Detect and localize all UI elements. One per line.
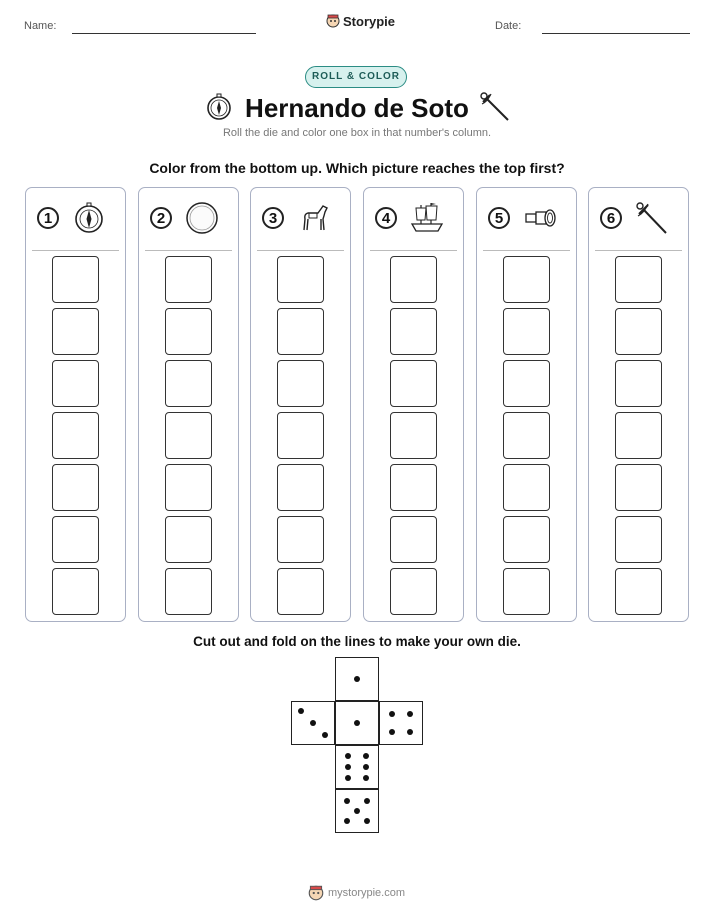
color-box[interactable] [52,412,99,459]
die-face-1b [335,701,379,745]
color-box[interactable] [165,412,212,459]
column-number: 1 [37,207,59,229]
pip [363,775,369,781]
column-divider [483,250,570,251]
pip [345,764,351,770]
pip [363,753,369,759]
pip [407,711,413,717]
page-title: Hernando de Soto [245,93,469,123]
color-box[interactable] [390,256,437,303]
pip [354,676,360,682]
color-box[interactable] [277,308,324,355]
color-box[interactable] [277,464,324,511]
color-box[interactable] [615,360,662,407]
color-box[interactable] [52,568,99,615]
color-box[interactable] [277,256,324,303]
color-box[interactable] [503,568,550,615]
column-5 [476,187,577,622]
compass-icon [71,200,107,236]
pip [354,720,360,726]
pip [364,818,370,824]
color-box[interactable] [503,464,550,511]
name-label: Name: [24,20,57,32]
pip [407,729,413,735]
color-box[interactable] [52,256,99,303]
column-4 [363,187,464,622]
color-box[interactable] [165,464,212,511]
sword-icon [634,200,670,236]
color-box[interactable] [165,256,212,303]
die-face-3 [291,701,335,745]
storypie-mascot-icon [308,884,324,902]
column-1 [25,187,126,622]
die-face-6 [335,745,379,789]
column-number: 2 [150,207,172,229]
name-line[interactable] [72,33,256,34]
subtitle: Roll the die and color one box in that number's column. [222,127,492,139]
pip [344,798,350,804]
gold-coin-icon [184,200,220,236]
color-box[interactable] [390,464,437,511]
color-box[interactable] [52,308,99,355]
color-box[interactable] [503,256,550,303]
color-box[interactable] [165,516,212,563]
color-box[interactable] [615,308,662,355]
brand-name: Storypie [343,13,396,29]
spyglass-icon [522,200,558,236]
column-number: 6 [600,207,622,229]
pip [322,732,328,738]
storypie-logo [326,13,395,29]
column-divider [257,250,344,251]
color-box[interactable] [615,256,662,303]
color-box[interactable] [52,516,99,563]
date-label: Date: [495,20,522,32]
color-box[interactable] [277,568,324,615]
color-box[interactable] [165,360,212,407]
color-box[interactable] [390,412,437,459]
color-box[interactable] [503,360,550,407]
column-number: 5 [488,207,510,229]
die-face-1 [335,657,379,701]
color-box[interactable] [277,412,324,459]
color-box[interactable] [615,464,662,511]
color-box[interactable] [615,516,662,563]
color-box[interactable] [52,464,99,511]
color-box[interactable] [277,516,324,563]
pip [345,753,351,759]
die-instruction: Cut out and fold on the lines to make your own die. [193,634,521,649]
color-box[interactable] [615,568,662,615]
pip [345,775,351,781]
compass-icon [205,93,233,121]
color-box[interactable] [615,412,662,459]
pip [389,729,395,735]
color-box[interactable] [503,516,550,563]
column-divider [145,250,232,251]
pip [344,818,350,824]
date-line[interactable] [542,33,690,34]
column-6 [588,187,689,622]
storypie-mascot-icon [326,13,340,29]
roll-and-color-badge: ROLL & COLOR [305,66,407,88]
footer [308,884,405,902]
color-box[interactable] [503,308,550,355]
color-box[interactable] [390,568,437,615]
pip [364,798,370,804]
sword-icon [478,90,512,124]
horse-icon [296,200,332,236]
color-box[interactable] [165,308,212,355]
column-number: 4 [375,207,397,229]
color-box[interactable] [277,360,324,407]
die-face-4 [379,701,423,745]
column-divider [595,250,682,251]
pip [354,808,360,814]
pip [298,708,304,714]
column-2 [138,187,239,622]
color-box[interactable] [503,412,550,459]
pip [363,764,369,770]
color-box[interactable] [165,568,212,615]
die-face-5 [335,789,379,833]
column-divider [370,250,457,251]
color-box[interactable] [390,516,437,563]
pip [389,711,395,717]
column-3 [250,187,351,622]
color-box[interactable] [390,360,437,407]
ship-icon [409,200,445,236]
footer-url[interactable]: mystorypie.com [328,887,406,899]
column-divider [32,250,119,251]
color-box[interactable] [390,308,437,355]
color-instruction: Color from the bottom up. Which picture reaches the top first? [149,160,565,176]
pip [310,720,316,726]
color-box[interactable] [52,360,99,407]
column-number: 3 [262,207,284,229]
